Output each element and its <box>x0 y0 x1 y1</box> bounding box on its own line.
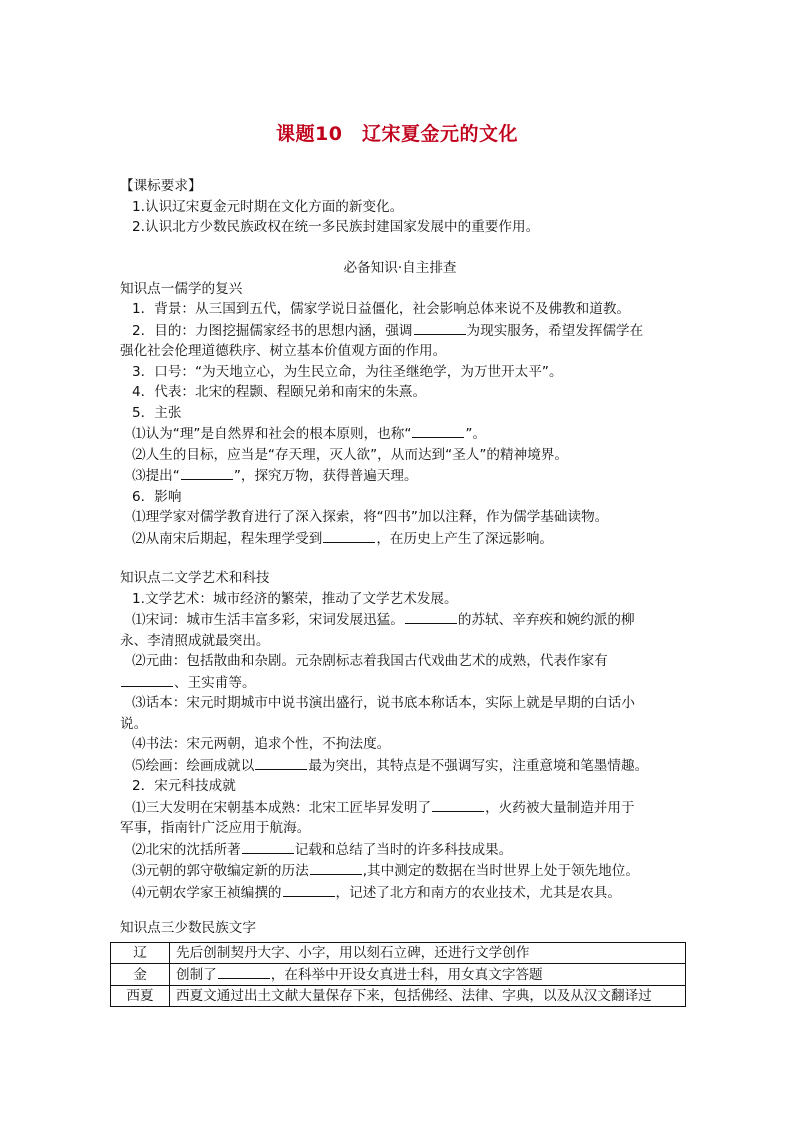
answer-blank[interactable] <box>414 320 466 335</box>
table-cell-text: 西夏文通过出土文献大量保存下来，包括佛经、法律、字典，以及从汉文翻译过 <box>170 986 686 1007</box>
point2-huihua: ⑸绘画：绘画成就以 最为突出，其特点是不强调写实，注重意境和笔墨情趣。 <box>120 755 680 777</box>
point2-qu-cont: 、王实甫等。 <box>120 672 680 694</box>
point2-huaben: ⑶话本：宋元时期城市中说书演出盛行，说书底本称话本，实际上就是早期的白话小 <box>132 695 635 711</box>
point2-ci-cont: 永、李清照成就最突出。 <box>120 632 270 649</box>
point3-heading: 知识点三少数民族文字 <box>120 920 256 936</box>
answer-blank[interactable] <box>412 423 464 438</box>
table-cell-name: 西夏 <box>111 986 170 1007</box>
table-cell-name: 辽 <box>111 943 170 964</box>
point1-influence-1: ⑴理学家对儒学教育进行了深入探索，将“四书”加以注释，作为儒学基础读物。 <box>132 509 609 525</box>
curriculum-item: 2.认识北方少数民族政权在统一多民族封建国家发展中的重要作用。 <box>132 219 540 235</box>
answer-blank[interactable] <box>283 882 335 897</box>
point1-slogan: 3．口号：“为天地立心，为生民立命，为往圣继绝学，为万世开太平”。 <box>132 363 563 380</box>
point2-ci: ⑴宋词：城市生活丰富多彩，宋词发展迅猛。 的苏轼、辛弃疾和婉约派的柳 <box>120 609 680 631</box>
table-cell-text: 先后创制契丹大字、小字，用以刻石立碑，还进行文学创作 <box>170 943 686 964</box>
point1-influence-heading: 6．影响 <box>132 488 182 505</box>
point2-shufa: ⑷书法：宋元两朝，追求个性，不拘法度。 <box>132 736 391 752</box>
point2-heading: 知识点二文学艺术和科技 <box>120 570 270 586</box>
point1-claim-2: ⑵人生的目标，应当是“存天理，灭人欲”，从而达到“圣人”的精神境界。 <box>132 446 568 463</box>
page-title: 课题10 辽宋夏金元的文化 <box>276 123 518 145</box>
answer-blank[interactable] <box>310 860 362 875</box>
knowledge-point-3 <box>120 918 680 939</box>
answer-blank[interactable] <box>323 528 375 543</box>
point2-huaben-cont: 说。 <box>120 715 148 732</box>
answer-blank[interactable] <box>121 672 173 687</box>
point1-influence-2: ⑵从南宋后期起，程朱理学受到 ，在历史上产生了深远影响。 <box>120 528 680 550</box>
knowledge-point-1 <box>120 258 680 549</box>
curriculum-heading: 【课标要求】 <box>120 178 202 194</box>
point2-science-heading: 2．宋元科技成就 <box>132 778 236 794</box>
point2-science-1: ⑴三大发明在宋朝基本成熟：北宋工匠毕昇发明了 ，火药被大量制造并用于 <box>120 797 680 819</box>
answer-blank[interactable] <box>255 755 307 770</box>
knowledge-point-2 <box>120 568 680 903</box>
answer-blank[interactable] <box>405 609 457 624</box>
point2-qu: ⑵元曲：包括散曲和杂剧。元杂剧标志着我国古代戏曲艺术的成熟，代表作家有 <box>132 653 608 669</box>
answer-blank[interactable] <box>181 465 233 480</box>
answer-blank[interactable] <box>218 964 270 979</box>
point1-representatives: 4．代表：北宋的程颢、程颐兄弟和南宋的朱熹。 <box>132 384 427 400</box>
point1-background: 1．背景：从三国到五代，儒家学说日益僵化，社会影响总体来说不及佛教和道教。 <box>132 301 631 317</box>
point1-heading: 知识点一儒学的复兴 <box>120 280 243 297</box>
point1-claim-1: ⑴认为“理”是自然界和社会的根本原则，也称“ ”。 <box>120 423 680 445</box>
curriculum-requirements <box>120 176 680 238</box>
point1-claims-heading: 5．主张 <box>132 404 182 421</box>
answer-blank[interactable] <box>432 797 484 812</box>
point2-science-2: ⑵北宋的沈括所著 记载和总结了当时的许多科技成果。 <box>120 839 680 861</box>
curriculum-item: 1.认识辽宋夏金元时期在文化方面的新变化。 <box>132 198 404 215</box>
point1-claim-3: ⑶提出“ ”，探究万物，获得普遍天理。 <box>120 465 680 487</box>
point1-purpose: 2．目的：力图挖掘儒家经书的思想内涵，强调 为现实服务，希望发挥儒学在 <box>120 320 680 342</box>
answer-blank[interactable] <box>242 839 294 854</box>
table-row <box>111 943 686 964</box>
table-row <box>111 964 686 986</box>
point2-science-3: ⑶元朝的郭守敬编定新的历法 ,其中测定的数据在当时世界上处于领先地位。 <box>120 860 680 882</box>
point2-literature-heading: 1.文学艺术：城市经济的繁荣，推动了文学艺术发展。 <box>132 590 458 607</box>
point1-purpose-cont: 强化社会伦理道德秩序、树立基本价值观方面的作用。 <box>120 343 447 359</box>
point2-science-4: ⑷元朝农学家王祯编撰的 ，记述了北方和南方的农业技术，尤其是农具。 <box>120 882 680 904</box>
table-row <box>111 986 686 1007</box>
essentials-heading: 必备知识·自主排查 <box>343 260 457 276</box>
table-cell-name: 金 <box>111 964 170 986</box>
table-cell-text: 创制了 ，在科举中开设女真进士科，用女真文字答题 <box>170 964 686 986</box>
point2-science-1-cont: 军事，指南针广泛应用于航海。 <box>120 820 311 836</box>
minority-scripts-table <box>110 942 686 1007</box>
